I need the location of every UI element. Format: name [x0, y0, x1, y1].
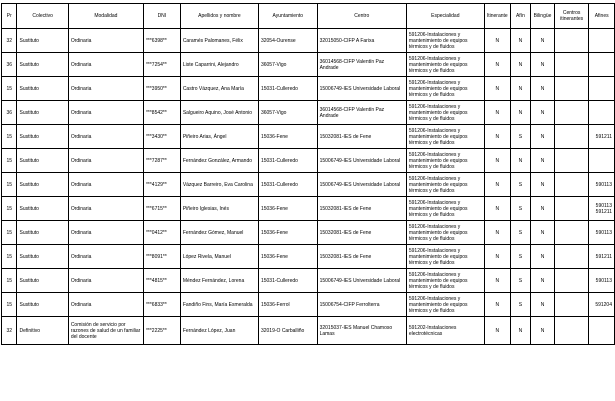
cell-dni: ***0412** [143, 221, 180, 245]
cell-especialidad: 591206-Instalaciones y mantenimiento de equipos térmicos y de fluidos [406, 53, 484, 77]
cell-itinerante: N [484, 101, 510, 125]
cell-centro: 32015050-CIFP A Farixa [317, 29, 406, 53]
cell-ayuntamiento: 15031-Culleredo [258, 77, 317, 101]
cell-dni: ***8091** [143, 245, 180, 269]
cell-ayuntamiento: 15031-Culleredo [258, 173, 317, 197]
cell-modalidad: Ordinaria [68, 245, 143, 269]
cell-centros-itinerantes [554, 317, 588, 345]
cell-afines: 590113 [589, 221, 615, 245]
cell-dni: ***3950** [143, 77, 180, 101]
table-row [2, 29, 615, 53]
cell-afin: S [510, 245, 530, 269]
cell-centros-itinerantes [554, 53, 588, 77]
header-afin: Afín [510, 4, 530, 29]
cell-colectivo: Sustituto [17, 149, 68, 173]
cell-especialidad: 591206-Instalaciones y mantenimiento de equipos térmicos y de fluidos [406, 29, 484, 53]
cell-colectivo: Sustituto [17, 173, 68, 197]
cell-itinerante: N [484, 53, 510, 77]
cell-afin: N [510, 29, 530, 53]
document-page [1, 3, 615, 345]
table-row [2, 197, 615, 221]
cell-afines: 590113 591211 [589, 197, 615, 221]
cell-ayuntamiento: 15036-Ferrol [258, 293, 317, 317]
cell-centros-itinerantes [554, 173, 588, 197]
cell-itinerante: N [484, 269, 510, 293]
cell-pr: 15 [2, 149, 17, 173]
cell-bilingue: N [531, 293, 555, 317]
cell-colectivo: Sustituto [17, 77, 68, 101]
cell-colectivo: Sustituto [17, 29, 68, 53]
cell-especialidad: 591206-Instalaciones y mantenimiento de equipos térmicos y de fluidos [406, 77, 484, 101]
cell-afines: 591204 [589, 293, 615, 317]
cell-bilingue: N [531, 29, 555, 53]
cell-colectivo: Sustituto [17, 221, 68, 245]
cell-pr: 15 [2, 77, 17, 101]
cell-centro: 15032081-IES de Fene [317, 125, 406, 149]
cell-bilingue: N [531, 317, 555, 345]
cell-especialidad: 591202-Instalaciones electrotécnicas [406, 317, 484, 345]
header-especialidad: Especialidad [406, 4, 484, 29]
cell-modalidad: Ordinaria [68, 197, 143, 221]
header-centros-itinerantes: Centros itinerantes [554, 4, 588, 29]
cell-dni: ***6715** [143, 197, 180, 221]
cell-afines: 591211 [589, 125, 615, 149]
cell-bilingue: N [531, 53, 555, 77]
cell-afin: N [510, 317, 530, 345]
cell-afin: N [510, 53, 530, 77]
table-row [2, 173, 615, 197]
assignments-table [1, 3, 615, 345]
header-centro: Centro [317, 4, 406, 29]
cell-centro: 15006749-IES Universidade Laboral [317, 173, 406, 197]
cell-modalidad: Comisión de servicio por razones de salud de un familiar del docente [68, 317, 143, 345]
cell-afines [589, 149, 615, 173]
cell-itinerante: N [484, 77, 510, 101]
cell-especialidad: 591206-Instalaciones y mantenimiento de equipos térmicos y de fluidos [406, 221, 484, 245]
cell-especialidad: 591206-Instalaciones y mantenimiento de equipos térmicos y de fluidos [406, 197, 484, 221]
cell-ayuntamiento: 36057-Vigo [258, 101, 317, 125]
cell-bilingue: N [531, 101, 555, 125]
table-header-row [2, 4, 615, 29]
cell-colectivo: Sustituto [17, 101, 68, 125]
cell-colectivo: Definitivo [17, 317, 68, 345]
cell-itinerante: N [484, 125, 510, 149]
cell-colectivo: Sustituto [17, 125, 68, 149]
cell-pr: 15 [2, 197, 17, 221]
header-pr: Pr [2, 4, 17, 29]
cell-centro: 15006754-CIFP Ferrolterra [317, 293, 406, 317]
cell-centros-itinerantes [554, 77, 588, 101]
cell-colectivo: Sustituto [17, 269, 68, 293]
cell-bilingue: N [531, 197, 555, 221]
cell-nombre: Salgueiro Aquino, José Antonio [180, 101, 258, 125]
cell-nombre: Caramés Palomanes, Félix [180, 29, 258, 53]
cell-bilingue: N [531, 125, 555, 149]
cell-afin: N [510, 77, 530, 101]
cell-ayuntamiento: 15036-Fene [258, 221, 317, 245]
cell-pr: 15 [2, 245, 17, 269]
cell-nombre: Piñeiro Iglesias, Inés [180, 197, 258, 221]
cell-especialidad: 591206-Instalaciones y mantenimiento de equipos térmicos y de fluidos [406, 125, 484, 149]
cell-centro: 15032081-IES de Fene [317, 245, 406, 269]
cell-centros-itinerantes [554, 125, 588, 149]
cell-bilingue: N [531, 77, 555, 101]
cell-colectivo: Sustituto [17, 293, 68, 317]
cell-nombre: López Rivela, Manuel [180, 245, 258, 269]
cell-pr: 15 [2, 125, 17, 149]
cell-modalidad: Ordinaria [68, 125, 143, 149]
cell-afin: S [510, 221, 530, 245]
cell-afines [589, 317, 615, 345]
cell-itinerante: N [484, 173, 510, 197]
cell-pr: 15 [2, 173, 17, 197]
cell-especialidad: 591206-Instalaciones y mantenimiento de equipos térmicos y de fluidos [406, 269, 484, 293]
cell-centros-itinerantes [554, 245, 588, 269]
cell-afin: S [510, 173, 530, 197]
cell-modalidad: Ordinaria [68, 77, 143, 101]
cell-itinerante: N [484, 197, 510, 221]
cell-especialidad: 591206-Instalaciones y mantenimiento de equipos térmicos y de fluidos [406, 101, 484, 125]
cell-afines: 590113 [589, 269, 615, 293]
cell-colectivo: Sustituto [17, 53, 68, 77]
cell-afin: S [510, 269, 530, 293]
table-row [2, 221, 615, 245]
cell-dni: ***6398** [143, 29, 180, 53]
table-row [2, 53, 615, 77]
cell-dni: ***6833** [143, 293, 180, 317]
cell-nombre: Vázquez Barreiro, Eva Carolina [180, 173, 258, 197]
cell-ayuntamiento: 15031-Culleredo [258, 149, 317, 173]
cell-itinerante: N [484, 293, 510, 317]
cell-itinerante: N [484, 317, 510, 345]
cell-ayuntamiento: 15036-Fene [258, 245, 317, 269]
cell-nombre: Fernández González, Armando [180, 149, 258, 173]
cell-centro: 36014568-CIFP Valentín Paz Andrade [317, 101, 406, 125]
cell-afines [589, 29, 615, 53]
cell-pr: 36 [2, 101, 17, 125]
cell-modalidad: Ordinaria [68, 293, 143, 317]
cell-ayuntamiento: 15036-Fene [258, 125, 317, 149]
header-ayuntamiento: Ayuntamiento [258, 4, 317, 29]
cell-colectivo: Sustituto [17, 245, 68, 269]
cell-centro: 32015037-IES Manuel Chamoso Lamas [317, 317, 406, 345]
cell-ayuntamiento: 32019-O Carballiño [258, 317, 317, 345]
header-modalidad: Modalidad [68, 4, 143, 29]
cell-modalidad: Ordinaria [68, 101, 143, 125]
cell-bilingue: N [531, 221, 555, 245]
cell-dni: ***3430** [143, 125, 180, 149]
header-bilingue: Bilingüe [531, 4, 555, 29]
table-row [2, 317, 615, 345]
cell-afin: N [510, 149, 530, 173]
cell-nombre: Fernández López, Juan [180, 317, 258, 345]
table-row [2, 77, 615, 101]
cell-afin: S [510, 125, 530, 149]
cell-dni: ***4815** [143, 269, 180, 293]
cell-bilingue: N [531, 149, 555, 173]
table-row [2, 101, 615, 125]
cell-afines [589, 101, 615, 125]
cell-centros-itinerantes [554, 149, 588, 173]
table-row [2, 245, 615, 269]
cell-pr: 32 [2, 317, 17, 345]
cell-afines: 590113 [589, 173, 615, 197]
table-row [2, 125, 615, 149]
cell-nombre: Castro Vázquez, Ana María [180, 77, 258, 101]
cell-afin: S [510, 293, 530, 317]
cell-ayuntamiento: 36057-Vigo [258, 53, 317, 77]
cell-dni: ***7287** [143, 149, 180, 173]
cell-itinerante: N [484, 245, 510, 269]
cell-especialidad: 591206-Instalaciones y mantenimiento de equipos térmicos y de fluidos [406, 149, 484, 173]
cell-centros-itinerantes [554, 269, 588, 293]
cell-colectivo: Sustituto [17, 197, 68, 221]
cell-modalidad: Ordinaria [68, 221, 143, 245]
cell-pr: 36 [2, 53, 17, 77]
cell-bilingue: N [531, 245, 555, 269]
header-apellidos: Apellidos y nombre [180, 4, 258, 29]
cell-ayuntamiento: 15031-Culleredo [258, 269, 317, 293]
cell-afines [589, 53, 615, 77]
cell-afin: S [510, 197, 530, 221]
cell-itinerante: N [484, 149, 510, 173]
cell-especialidad: 591206-Instalaciones y mantenimiento de equipos térmicos y de fluidos [406, 293, 484, 317]
cell-modalidad: Ordinaria [68, 53, 143, 77]
table-row [2, 269, 615, 293]
cell-afines: 591211 [589, 245, 615, 269]
cell-centro: 15006749-IES Universidade Laboral [317, 269, 406, 293]
cell-especialidad: 591206-Instalaciones y mantenimiento de equipos térmicos y de fluidos [406, 173, 484, 197]
header-itinerante: Itinerante [484, 4, 510, 29]
cell-modalidad: Ordinaria [68, 269, 143, 293]
cell-itinerante: N [484, 29, 510, 53]
cell-pr: 15 [2, 269, 17, 293]
cell-afines [589, 77, 615, 101]
cell-pr: 15 [2, 293, 17, 317]
cell-nombre: Liste Caparrini, Alejandro [180, 53, 258, 77]
cell-pr: 32 [2, 29, 17, 53]
cell-nombre: Méndez Fernández, Lorena [180, 269, 258, 293]
cell-modalidad: Ordinaria [68, 173, 143, 197]
cell-centros-itinerantes [554, 197, 588, 221]
cell-centro: 36014568-CIFP Valentín Paz Andrade [317, 53, 406, 77]
cell-ayuntamiento: 32054-Ourense [258, 29, 317, 53]
cell-dni: ***2225** [143, 317, 180, 345]
cell-modalidad: Ordinaria [68, 29, 143, 53]
cell-centro: 15006749-IES Universidade Laboral [317, 149, 406, 173]
header-dni: DNI [143, 4, 180, 29]
cell-centros-itinerantes [554, 101, 588, 125]
cell-centro: 15032081-IES de Fene [317, 221, 406, 245]
header-colectivo: Colectivo [17, 4, 68, 29]
cell-nombre: Piñeiro Arias, Ángel [180, 125, 258, 149]
cell-dni: ***4129** [143, 173, 180, 197]
table-row [2, 149, 615, 173]
cell-centros-itinerantes [554, 221, 588, 245]
cell-dni: ***8542** [143, 101, 180, 125]
cell-centro: 15006749-IES Universidade Laboral [317, 77, 406, 101]
cell-dni: ***7254** [143, 53, 180, 77]
cell-centros-itinerantes [554, 293, 588, 317]
cell-nombre: Fandiño Fins, María Esmeralda [180, 293, 258, 317]
cell-centro: 15032081-IES de Fene [317, 197, 406, 221]
cell-itinerante: N [484, 221, 510, 245]
cell-especialidad: 591206-Instalaciones y mantenimiento de equipos térmicos y de fluidos [406, 245, 484, 269]
cell-ayuntamiento: 15036-Fene [258, 197, 317, 221]
cell-bilingue: N [531, 269, 555, 293]
header-afines: Afines [589, 4, 615, 29]
table-row [2, 293, 615, 317]
cell-pr: 15 [2, 221, 17, 245]
cell-centros-itinerantes [554, 29, 588, 53]
cell-modalidad: Ordinaria [68, 149, 143, 173]
cell-nombre: Fernández Gómez, Manuel [180, 221, 258, 245]
cell-bilingue: N [531, 173, 555, 197]
cell-afin: N [510, 101, 530, 125]
